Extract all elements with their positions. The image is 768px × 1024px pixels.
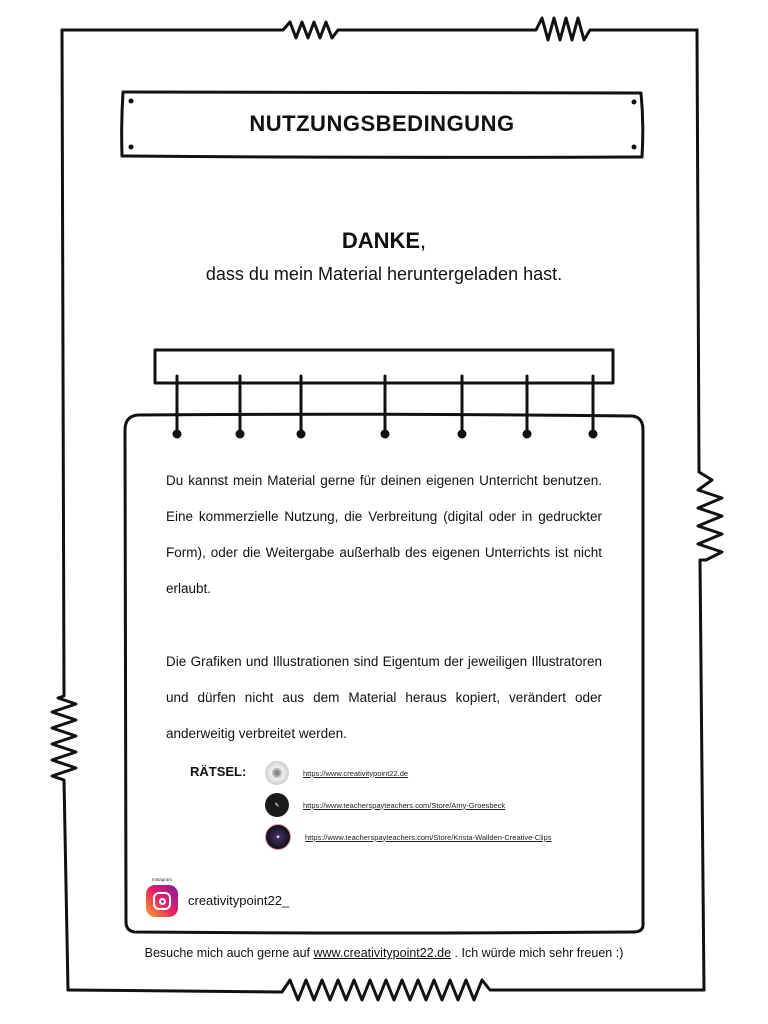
credit-row xyxy=(265,792,505,818)
teacher-logo-icon: ✎ xyxy=(265,793,289,817)
footer-note xyxy=(0,946,768,960)
terms-paragraph-graphics: Die Grafiken und Illustrationen sind Eigentum der jeweiligen Illustratoren und dürfen nicht aus dem Material heraus kopiert, verändert oder anderweitig verbreitet werden. xyxy=(166,654,602,741)
title-banner xyxy=(122,92,642,156)
terms-paragraph-usage: Du kannst mein Material gerne für deinen eigenen Unterricht benutzen. Eine kommerzielle Nutzung, die Verbreitung (digital oder in gedruckter Form), oder die Weitergabe außerhalb des eigenen Unterrichts ist nicht erlaubt. xyxy=(166,473,602,596)
credit-link[interactable]: https://www.teacherspayteachers.com/Store/Amy-Groesbeck xyxy=(303,800,506,810)
footer-text-after: . Ich würde mich sehr freuen :) xyxy=(451,946,624,960)
frame-bottom-edge xyxy=(68,980,704,1000)
starburst-logo-icon: ✺ xyxy=(265,761,289,785)
frame-left-edge xyxy=(52,30,76,990)
credit-link[interactable]: https://www.teacherspayteachers.com/Store/Krista-Wallden-Creative-Clips xyxy=(305,832,552,842)
frame-top-edge xyxy=(62,18,697,40)
frame-right-edge xyxy=(697,30,722,990)
thanks-subline: dass du mein Material heruntergeladen hast. xyxy=(205,264,563,284)
thanks-comma: , xyxy=(420,228,427,253)
instagram-caption: Instagram xyxy=(151,877,172,882)
credit-row xyxy=(265,824,551,850)
footer-website-link[interactable]: www.creativitypoint22.de xyxy=(313,946,452,960)
instagram-icon[interactable] xyxy=(146,885,178,917)
credit-row xyxy=(265,760,408,786)
thanks-word: DANKE xyxy=(341,228,421,253)
credit-link[interactable]: https://www.creativitypoint22.de xyxy=(303,768,409,778)
thanks-headline xyxy=(0,228,768,254)
instagram-handle[interactable]: creativitypoint22_ xyxy=(188,893,290,908)
page-title: NUTZUNGSBEDINGUNG xyxy=(249,111,515,136)
footer-text-before: Besuche mich auch gerne auf xyxy=(144,946,314,960)
credits-label: RÄTSEL: xyxy=(190,764,247,779)
creative-clips-logo-icon: ✦ xyxy=(265,824,291,850)
